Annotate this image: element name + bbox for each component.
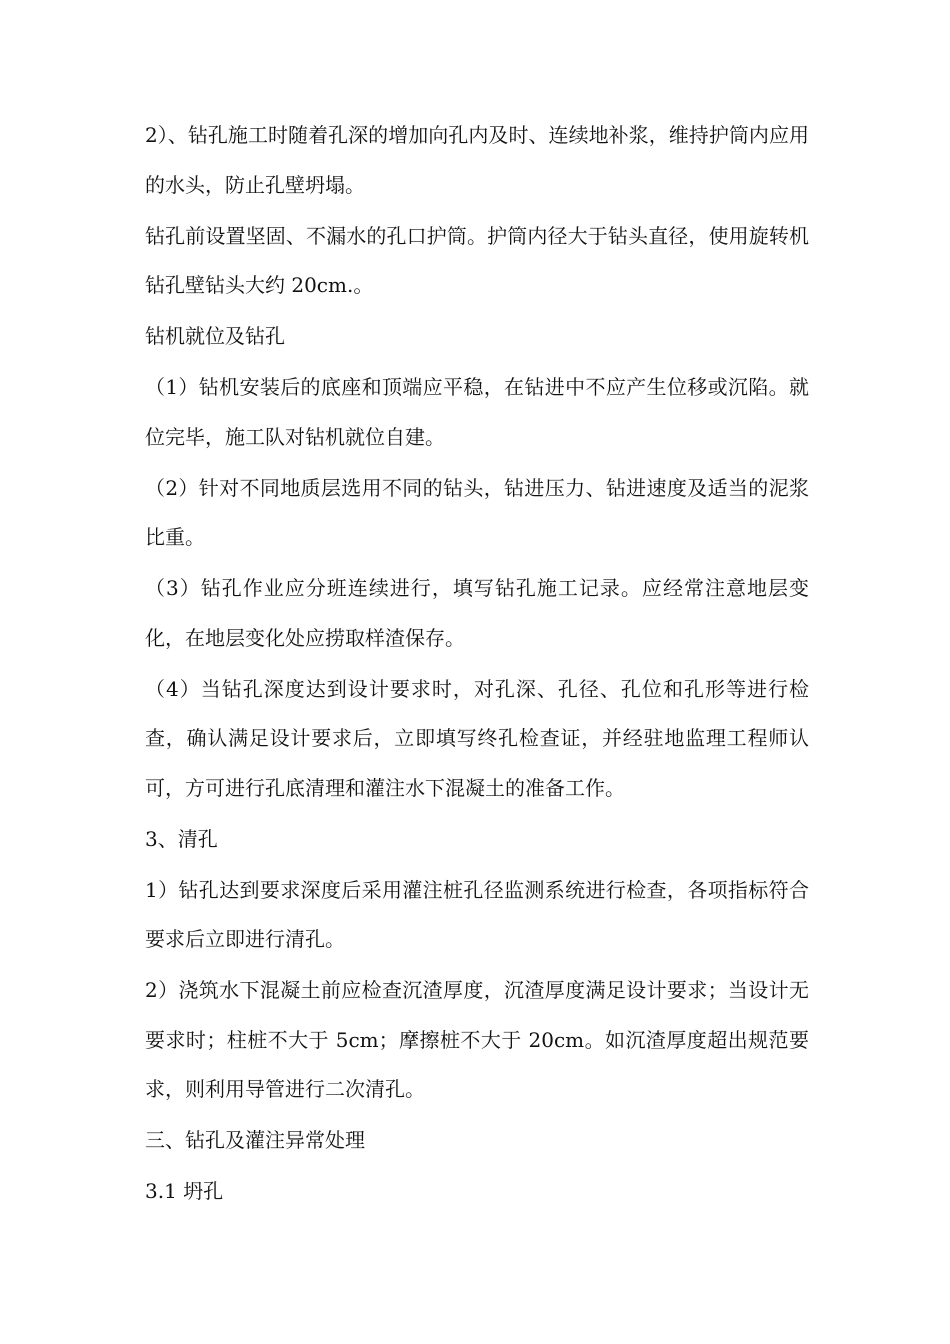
paragraph-item-1: （1）钻机安装后的底座和顶端应平稳，在钻进中不应产生位移或沉陷。就位完毕，施工队对钻机就位自建。: [145, 375, 809, 449]
paragraph-item-2: （2）针对不同地质层选用不同的钻头，钻进压力、钻进速度及适当的泥浆比重。: [145, 475, 809, 549]
section-heading-abnormal-handling: 三、钻孔及灌注异常处理: [145, 1128, 365, 1152]
paragraph-casing-setup: 钻孔前设置坚固、不漏水的孔口护筒。护筒内径大于钻头直径，使用旋转机钻孔壁钻头大约 20cm.。: [145, 223, 809, 297]
paragraph-cleaning-2: 2）浇筑水下混凝土前应检查沉渣厚度，沉渣厚度满足设计要求；当设计无要求时；柱桩不大于 5cm；摩擦桩不大于 20cm。如沉渣厚度超出规范要求，则利用导管进行二次清孔。: [145, 978, 809, 1101]
subsection-heading-hole-collapse: 3.1 坍孔: [145, 1179, 224, 1203]
paragraph-cleaning-1: 1）钻孔达到要求深度后采用灌注桩孔径监测系统进行检查，各项指标符合要求后立即进行清孔。: [145, 877, 809, 951]
document-body: [145, 111, 809, 1218]
paragraph-borehole-slurry: 2）、钻孔施工时随着孔深的增加向孔内及时、连续地补浆，维持护筒内应用的水头，防止孔壁坍塌。: [145, 123, 809, 197]
paragraph-item-4: （4）当钻孔深度达到设计要求时，对孔深、孔径、孔位和孔形等进行检查，确认满足设计要求后，立即填写终孔检查证，并经驻地监理工程师认可，方可进行孔底清理和灌注水下混凝土的准备工作。: [145, 676, 809, 800]
section-heading-drill-positioning: 钻机就位及钻孔: [145, 324, 285, 348]
section-heading-hole-cleaning: 3、清孔: [145, 826, 218, 851]
paragraph-item-3: （3）钻孔作业应分班连续进行，填写钻孔施工记录。应经常注意地层变化，在地层变化处应捞取样渣保存。: [145, 576, 809, 650]
